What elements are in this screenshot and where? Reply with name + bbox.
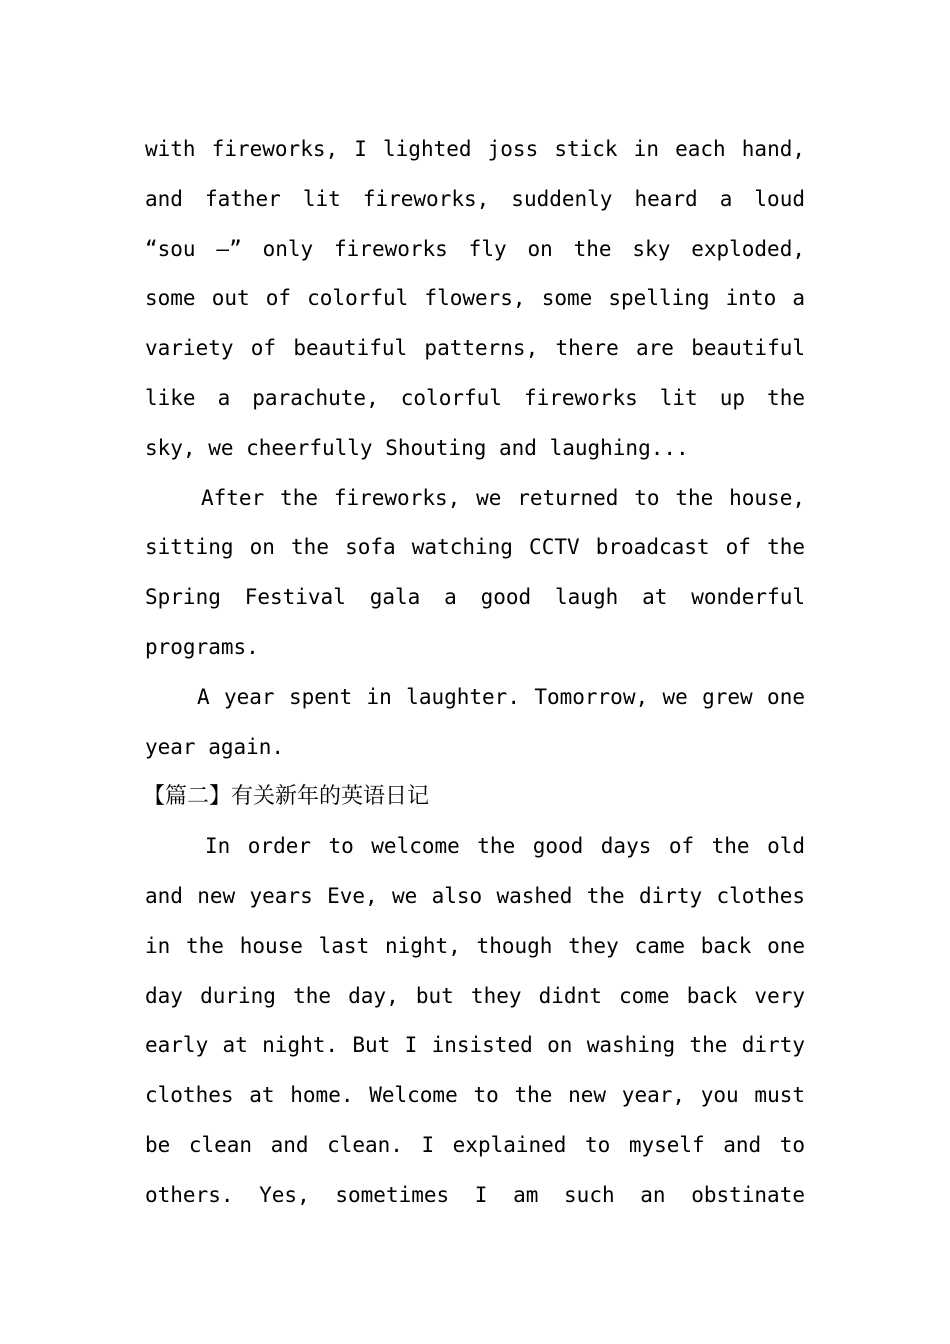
text-line: day during the day, but they didnt come back very bbox=[145, 983, 805, 1008]
text-line: with fireworks, I lighted joss stick in each hand, bbox=[145, 137, 805, 161]
section-heading: 【篇二】有关新年的英语日记 bbox=[143, 784, 430, 810]
document-page bbox=[145, 125, 805, 1221]
text-line: some out of colorful flowers, some spelling into a bbox=[145, 286, 805, 311]
text-line: Spring Festival gala a good laugh at wonderful bbox=[145, 585, 805, 610]
text-line: variety of beautiful patterns, there are beautiful bbox=[145, 336, 805, 361]
text-line: early at night. But I insisted on washing the dirty bbox=[145, 1033, 805, 1058]
text-line: others. Yes, sometimes I am such an obstinate bbox=[145, 1182, 805, 1207]
text-line: and father lit fireworks, suddenly heard a loud bbox=[145, 186, 805, 211]
text-line: and new years Eve, we also washed the dirty clothes bbox=[145, 883, 805, 908]
text-line: in the house last night, though they came back one bbox=[145, 933, 805, 958]
paragraph-first-line: A year spent in laughter. Tomorrow, we grew one bbox=[197, 684, 805, 709]
text-line: sky, we cheerfully Shouting and laughing... bbox=[145, 435, 689, 460]
paragraph-first-line: After the fireworks, we returned to the house, bbox=[201, 485, 805, 510]
text-line: year again. bbox=[145, 734, 285, 759]
text-line: like a parachute, colorful fireworks lit up the bbox=[145, 385, 805, 410]
paragraph-first-line: In order to welcome the good days of the old bbox=[205, 834, 805, 859]
text-line: programs. bbox=[145, 634, 259, 659]
text-line: clothes at home. Welcome to the new year, you must bbox=[145, 1083, 805, 1108]
text-line: sitting on the sofa watching CCTV broadcast of the bbox=[145, 535, 805, 560]
text-line: be clean and clean. I explained to myself and to bbox=[145, 1132, 805, 1157]
text-line: “sou –” only fireworks fly on the sky exploded, bbox=[145, 236, 805, 261]
